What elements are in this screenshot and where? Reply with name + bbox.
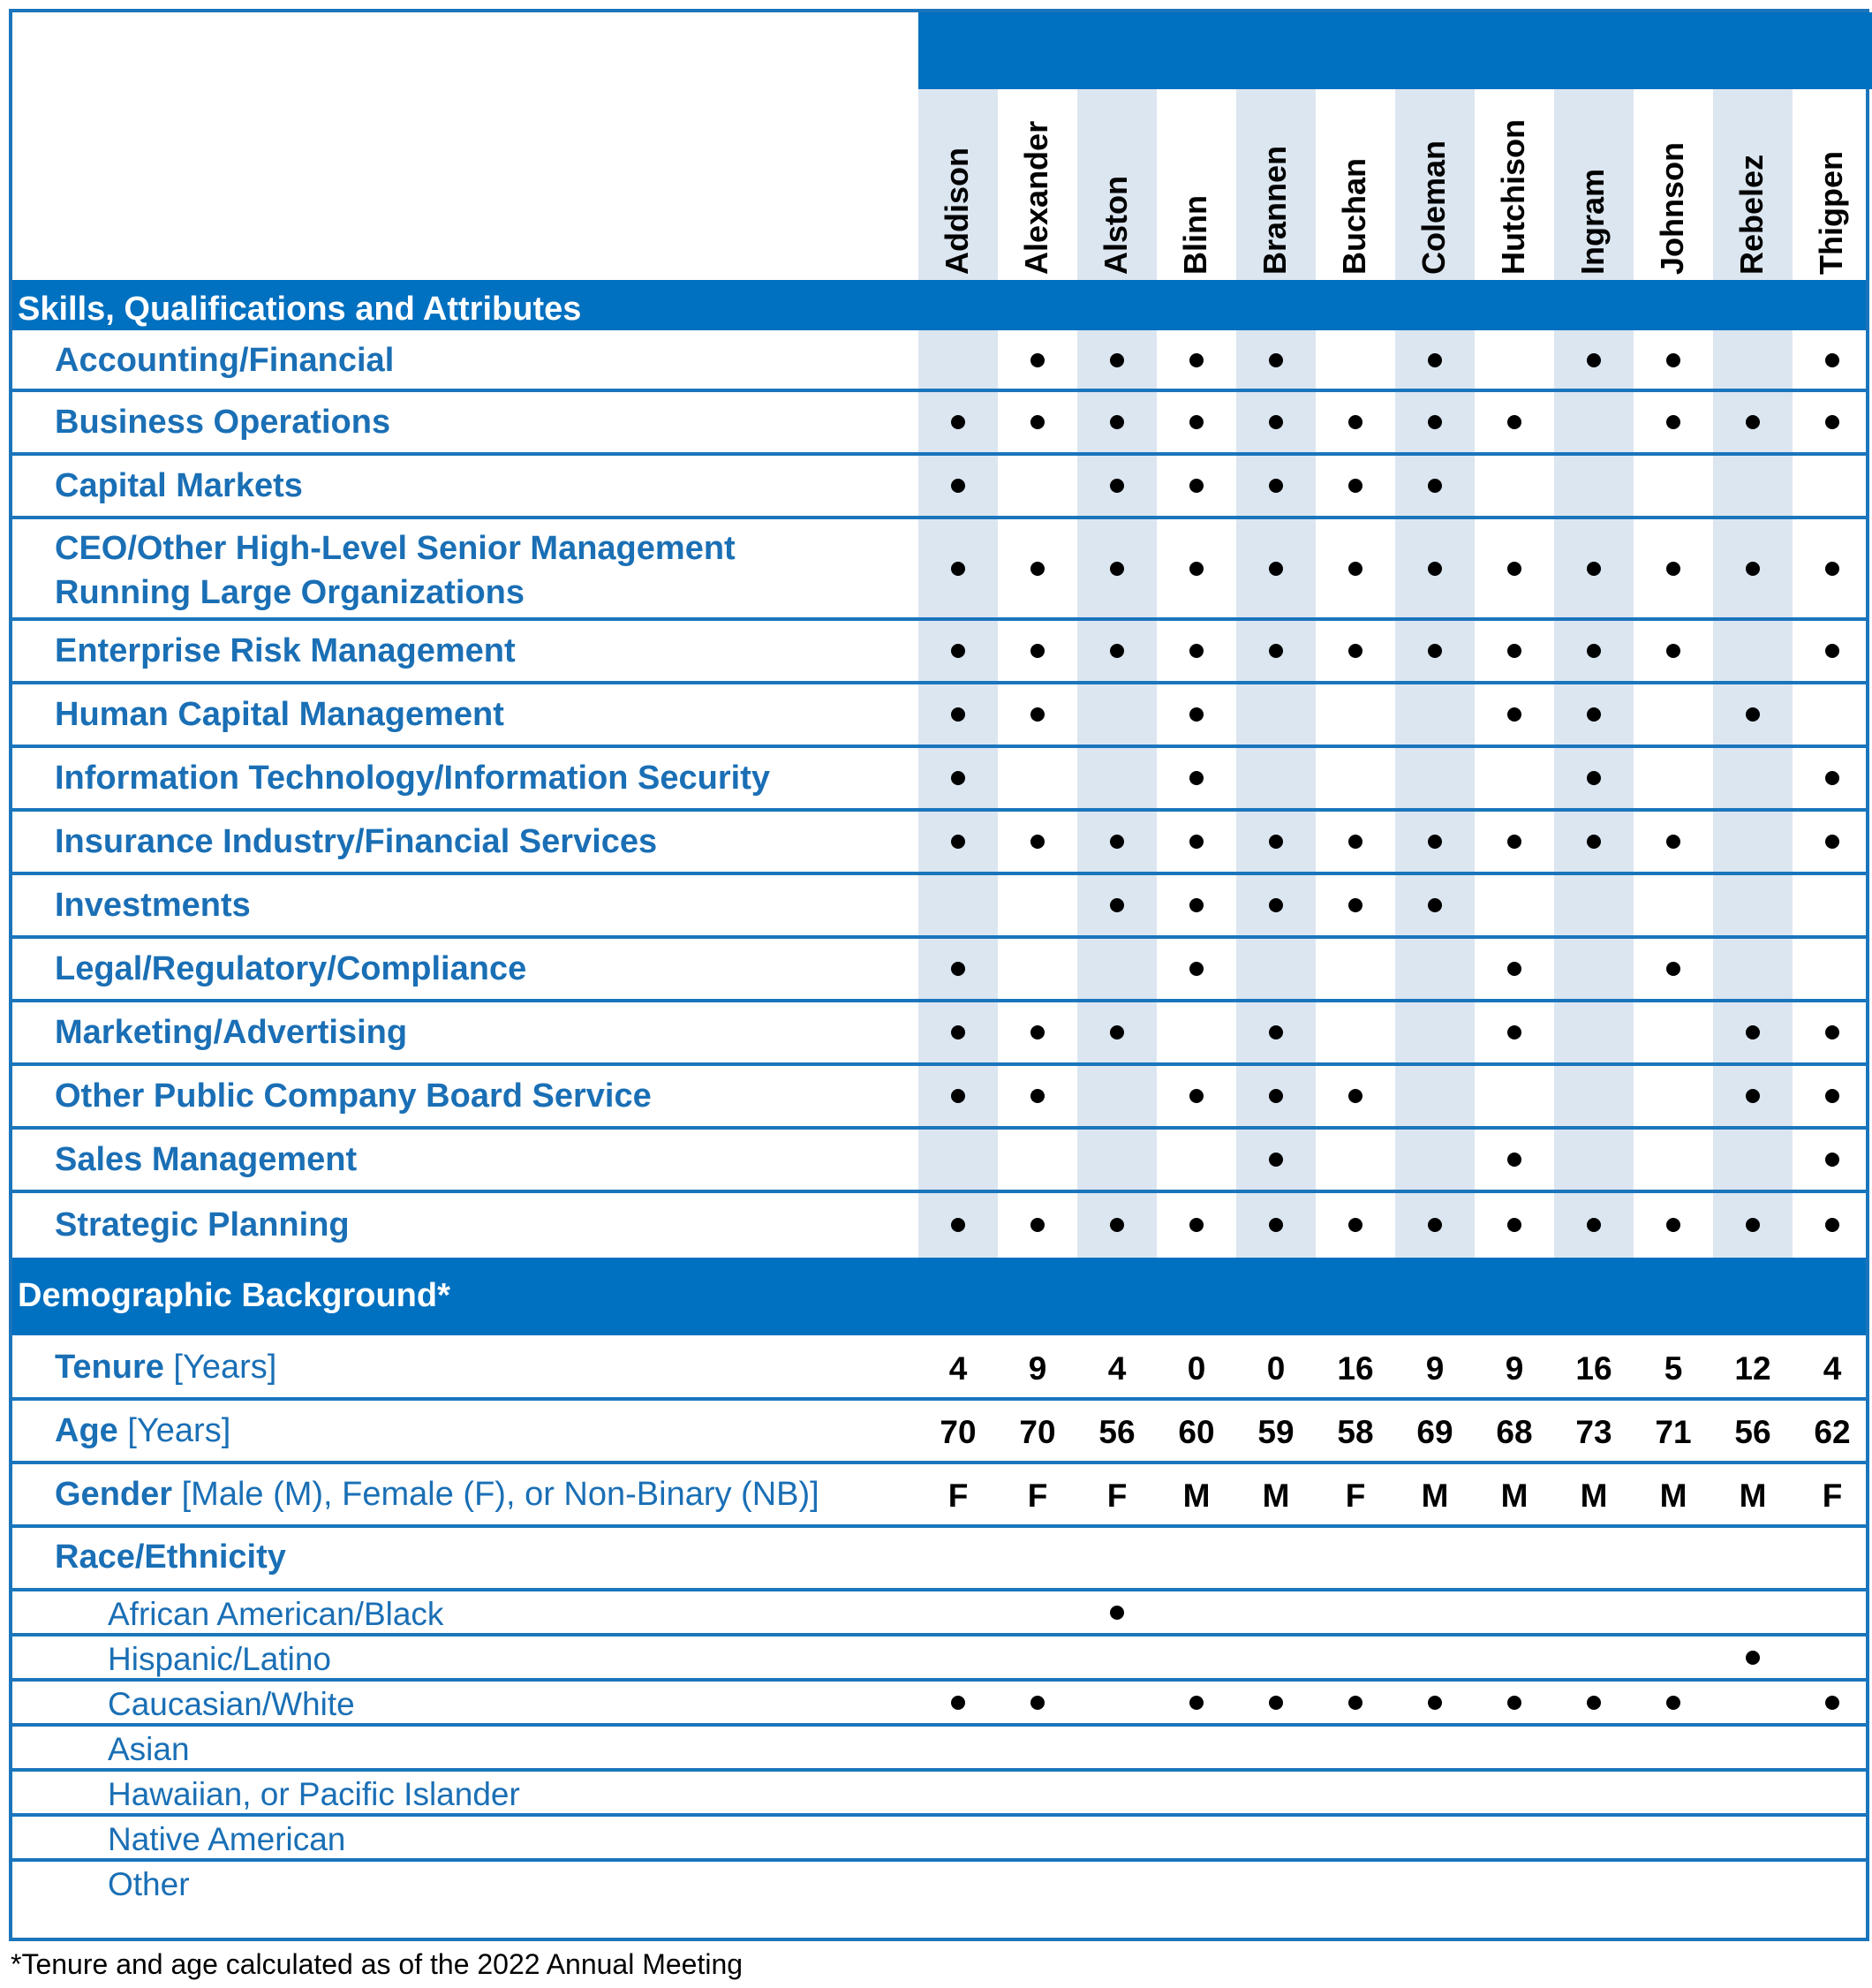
skill-mark (1030, 835, 1045, 849)
row-divider (12, 935, 1866, 939)
skill-mark (1746, 562, 1760, 576)
skill-mark (1428, 562, 1442, 576)
row-divider (12, 452, 1866, 456)
gender-value: F (1106, 1478, 1128, 1514)
skill-mark (1587, 353, 1601, 367)
gender-value: M (1182, 1478, 1211, 1514)
row-divider (12, 516, 1866, 519)
skill-mark (1746, 1089, 1760, 1103)
skill-mark (1348, 898, 1362, 912)
skill-mark (951, 1089, 965, 1103)
skill-mark (1825, 1153, 1839, 1167)
tenure-value: 16 (1575, 1350, 1612, 1387)
age-value: 56 (1098, 1414, 1136, 1450)
row-divider (12, 745, 1866, 748)
skill-mark (951, 962, 965, 976)
skill-mark (1428, 898, 1442, 912)
skill-mark (1269, 353, 1283, 367)
skill-mark (1507, 835, 1521, 849)
tenure-value: 9 (1425, 1350, 1445, 1387)
age-value: 59 (1257, 1414, 1295, 1450)
skill-mark (1189, 644, 1204, 658)
gender-value: F (1822, 1478, 1843, 1514)
row-divider (12, 999, 1866, 1002)
skill-mark (1825, 771, 1839, 785)
skill-mark (1825, 353, 1839, 367)
skill-mark (1666, 644, 1680, 658)
skill-mark (1587, 562, 1601, 576)
skill-mark (1110, 353, 1124, 367)
age-value: 69 (1416, 1414, 1453, 1450)
skill-label: Enterprise Risk Management (55, 632, 516, 669)
skill-mark (1666, 353, 1680, 367)
director-name: Ingram (1574, 168, 1611, 275)
skill-label: Strategic Planning (55, 1206, 350, 1243)
skill-mark (1189, 771, 1204, 785)
director-name: Addison (939, 147, 975, 275)
skill-mark (1746, 415, 1760, 429)
race-row-label: African American/Black (108, 1596, 444, 1632)
race-mark (1507, 1696, 1521, 1710)
skill-mark (1269, 644, 1283, 658)
skill-mark (1746, 1025, 1760, 1039)
director-name: Johnson (1654, 142, 1690, 275)
row-divider (12, 1633, 1866, 1637)
skill-mark (1030, 415, 1045, 429)
age-title: Age (55, 1412, 118, 1449)
skill-mark (1348, 479, 1362, 493)
skill-mark (1746, 1218, 1760, 1232)
gender-unit: [Male (M), Female (F), or Non-Binary (NB)] (172, 1476, 819, 1513)
skill-mark (951, 562, 965, 576)
race-mark (1110, 1606, 1124, 1620)
skill-mark (1110, 1025, 1124, 1039)
director-name: Alston (1098, 176, 1134, 275)
skill-label: Business Operations (55, 404, 391, 441)
skill-mark (1110, 835, 1124, 849)
age-value: 62 (1814, 1414, 1851, 1450)
race-mark (1030, 1696, 1045, 1710)
skill-mark (1189, 353, 1204, 367)
row-divider (12, 1768, 1866, 1772)
skill-mark (1428, 415, 1442, 429)
age-label (55, 1414, 230, 1448)
row-divider (12, 1858, 1866, 1862)
row-divider (12, 1397, 1866, 1401)
skill-mark (1825, 1025, 1839, 1039)
skill-mark (1507, 644, 1521, 658)
gender-label (55, 1478, 819, 1511)
tenure-value: 16 (1337, 1350, 1374, 1387)
skill-mark (1348, 1089, 1362, 1103)
skill-mark (1189, 707, 1204, 722)
skill-mark (951, 1218, 965, 1232)
tenure-unit: [Years] (163, 1349, 277, 1386)
tenure-title: Tenure (55, 1349, 164, 1386)
skill-mark (1269, 562, 1283, 576)
age-unit: [Years] (117, 1412, 231, 1449)
age-value: 60 (1178, 1414, 1215, 1450)
skills-section-title: Skills, Qualifications and Attributes (18, 291, 582, 328)
age-value: 73 (1575, 1414, 1612, 1450)
skill-mark (1110, 644, 1124, 658)
skill-mark (1269, 415, 1283, 429)
skill-mark (1587, 1218, 1601, 1232)
skill-mark (1825, 1089, 1839, 1103)
skill-mark (1269, 1025, 1283, 1039)
skill-mark (1666, 1218, 1680, 1232)
skill-mark (1030, 707, 1045, 722)
gender-value: F (947, 1478, 969, 1514)
skill-mark (1428, 644, 1442, 658)
skill-mark (1269, 898, 1283, 912)
skill-mark (1110, 562, 1124, 576)
tenure-value: 5 (1664, 1350, 1683, 1387)
skill-label: Insurance Industry/Financial Services (55, 823, 658, 860)
skill-mark (1110, 415, 1124, 429)
age-value: 68 (1496, 1414, 1533, 1450)
skill-mark (1825, 644, 1839, 658)
gender-value: M (1659, 1478, 1687, 1514)
skill-label: Legal/Regulatory/Compliance (55, 950, 527, 987)
skill-mark (1189, 835, 1204, 849)
skill-mark (1507, 1153, 1521, 1167)
race-mark (1348, 1696, 1362, 1710)
skill-mark (1269, 1089, 1283, 1103)
race-mark (1746, 1651, 1760, 1665)
skill-label: Investments (55, 887, 251, 924)
row-divider (12, 1190, 1866, 1193)
skill-mark (1110, 898, 1124, 912)
skill-mark (1189, 1218, 1204, 1232)
tenure-value: 9 (1505, 1350, 1524, 1387)
skill-mark (1348, 644, 1362, 658)
age-value: 56 (1734, 1414, 1771, 1450)
gender-value: M (1421, 1478, 1449, 1514)
age-value: 71 (1655, 1414, 1692, 1450)
skill-mark (1428, 835, 1442, 849)
skill-mark (1587, 644, 1601, 658)
skill-mark (1348, 1218, 1362, 1232)
skill-mark (1825, 562, 1839, 576)
skill-mark (1746, 707, 1760, 722)
skill-mark (1269, 1218, 1283, 1232)
skill-mark (1587, 771, 1601, 785)
row-divider (12, 1678, 1866, 1682)
skill-mark (1825, 415, 1839, 429)
row-divider (12, 1062, 1866, 1066)
skill-mark (1428, 1218, 1442, 1232)
director-name: Buchan (1336, 157, 1372, 275)
row-divider (12, 1461, 1866, 1464)
race-mark (1587, 1696, 1601, 1710)
skill-mark (1348, 562, 1362, 576)
skill-mark (1269, 1153, 1283, 1167)
director-name: Rebelez (1733, 154, 1770, 275)
row-divider (12, 1723, 1866, 1727)
skill-mark (951, 479, 965, 493)
race-mark (1189, 1696, 1204, 1710)
director-name: Hutchison (1495, 119, 1531, 275)
skill-label: CEO/Other High-Level Senior Management (55, 530, 736, 567)
skill-mark (1030, 1089, 1045, 1103)
skill-label: Sales Management (55, 1141, 358, 1178)
demographics-section-title: Demographic Background* (18, 1277, 450, 1314)
tenure-value: 0 (1187, 1350, 1206, 1387)
skill-label: Human Capital Management (55, 696, 504, 733)
skill-mark (1269, 835, 1283, 849)
age-value: 58 (1337, 1414, 1374, 1450)
gender-value: F (1345, 1478, 1366, 1514)
gender-value: M (1262, 1478, 1290, 1514)
race-row-label: Hawaiian, or Pacific Islander (108, 1776, 520, 1812)
skill-mark (1507, 962, 1521, 976)
header-bar (918, 12, 1872, 89)
race-ethnicity-label: Race/Ethnicity (55, 1538, 286, 1576)
skill-label: Accounting/Financial (55, 342, 395, 379)
skill-mark (1507, 562, 1521, 576)
skill-mark (1189, 415, 1204, 429)
skill-mark (1348, 415, 1362, 429)
skill-mark (1666, 562, 1680, 576)
skill-mark (1587, 707, 1601, 722)
skill-mark (951, 707, 965, 722)
footnote: *Tenure and age calculated as of the 2022 Annual Meeting (11, 1948, 744, 1980)
director-name: Coleman (1415, 140, 1452, 275)
race-row-label: Hispanic/Latino (108, 1641, 331, 1677)
skill-mark (1189, 898, 1204, 912)
skill-mark (951, 1025, 965, 1039)
skill-label-line2: Running Large Organizations (55, 574, 525, 611)
tenure-value: 4 (948, 1350, 968, 1387)
race-mark (1825, 1696, 1839, 1710)
director-name: Brannen (1257, 145, 1293, 275)
skill-mark (1428, 479, 1442, 493)
race-mark (1428, 1696, 1442, 1710)
row-divider (12, 872, 1866, 875)
skill-mark (1666, 835, 1680, 849)
tenure-value: 12 (1734, 1350, 1771, 1387)
gender-value: M (1739, 1478, 1767, 1514)
skill-mark (1666, 415, 1680, 429)
tenure-value: 4 (1107, 1350, 1127, 1387)
skill-label: Capital Markets (55, 467, 303, 504)
row-divider (12, 617, 1866, 621)
skill-mark (1189, 562, 1204, 576)
director-name: Alexander (1018, 120, 1054, 275)
skill-label: Information Technology/Information Security (55, 760, 771, 797)
gender-value: F (1027, 1478, 1048, 1514)
skill-mark (1587, 835, 1601, 849)
row-divider (12, 1588, 1866, 1591)
skill-mark (1825, 1218, 1839, 1232)
skill-mark (1348, 835, 1362, 849)
race-mark (951, 1696, 965, 1710)
skill-label: Other Public Company Board Service (55, 1077, 652, 1115)
skill-mark (1189, 479, 1204, 493)
row-divider (12, 1813, 1866, 1817)
skill-mark (1189, 1089, 1204, 1103)
race-mark (1666, 1696, 1680, 1710)
skill-mark (1030, 1218, 1045, 1232)
tenure-value: 4 (1823, 1350, 1842, 1387)
tenure-label (55, 1350, 276, 1384)
tenure-value: 0 (1266, 1350, 1286, 1387)
race-mark (1269, 1696, 1283, 1710)
tenure-value: 9 (1028, 1350, 1047, 1387)
gender-value: M (1500, 1478, 1529, 1514)
skill-mark (951, 415, 965, 429)
skill-mark (1030, 562, 1045, 576)
skill-label: Marketing/Advertising (55, 1014, 408, 1051)
skill-mark (1110, 1218, 1124, 1232)
row-divider (12, 389, 1866, 392)
skill-mark (1030, 644, 1045, 658)
director-skills-matrix (9, 9, 1869, 1941)
director-name: Blinn (1177, 195, 1213, 275)
skill-mark (951, 835, 965, 849)
skill-mark (1507, 415, 1521, 429)
director-name: Thigpen (1813, 151, 1849, 275)
age-value: 70 (1019, 1414, 1056, 1450)
skill-mark (1825, 835, 1839, 849)
row-divider (12, 1524, 1866, 1528)
skill-mark (1030, 1025, 1045, 1039)
skill-mark (1110, 479, 1124, 493)
skill-mark (1666, 962, 1680, 976)
race-row-label: Other (108, 1866, 190, 1902)
skill-mark (1507, 707, 1521, 722)
skill-mark (951, 771, 965, 785)
race-row-label: Asian (108, 1731, 190, 1767)
row-divider (12, 808, 1866, 812)
skill-mark (1507, 1025, 1521, 1039)
race-row-label: Native American (108, 1821, 346, 1857)
age-value: 70 (940, 1414, 977, 1450)
skill-mark (1189, 962, 1204, 976)
skill-mark (1030, 353, 1045, 367)
skill-mark (951, 644, 965, 658)
row-divider (12, 681, 1866, 684)
skill-mark (1428, 353, 1442, 367)
race-row-label: Caucasian/White (108, 1686, 355, 1722)
skill-mark (1507, 1218, 1521, 1232)
gender-title: Gender (55, 1476, 173, 1513)
gender-value: M (1580, 1478, 1608, 1514)
skill-mark (1269, 479, 1283, 493)
row-divider (12, 1126, 1866, 1130)
